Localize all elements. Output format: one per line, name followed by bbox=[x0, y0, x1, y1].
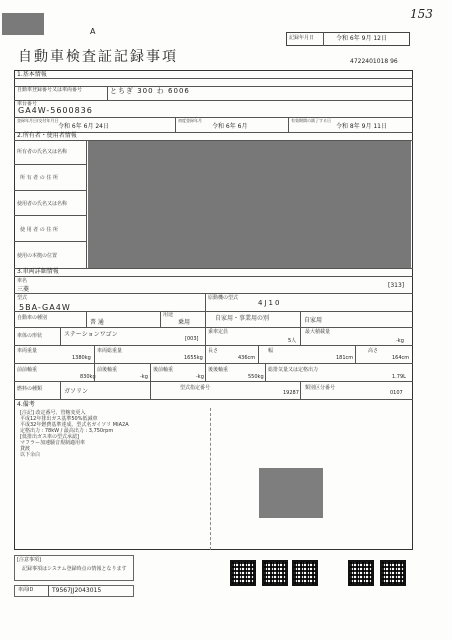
type-cert-value: 19287 bbox=[283, 390, 299, 396]
qr-code-1 bbox=[230, 560, 256, 586]
model-label: 型式 bbox=[17, 295, 28, 301]
kind-label: 自動車の種別 bbox=[17, 315, 48, 321]
remark-line: 貸渡 bbox=[20, 446, 31, 452]
notice-text: 記録事項はシステム登録時点の情報となります bbox=[22, 566, 127, 572]
engine-value: 4J10 bbox=[258, 299, 282, 307]
max-load-label: 最大積載量 bbox=[305, 329, 331, 335]
width-label: 幅 bbox=[268, 348, 274, 354]
rf-value: -kg bbox=[196, 374, 204, 380]
max-load-value: -kg bbox=[396, 338, 404, 344]
top-letter: A bbox=[90, 27, 96, 36]
type-cert-label: 型式指定番号 bbox=[180, 385, 211, 391]
length-value: 436cm bbox=[238, 355, 256, 361]
use-label: 用途 bbox=[163, 312, 174, 318]
remark-line: [低排出ガス車の型式承認] bbox=[20, 434, 79, 440]
reg-label: 自動車登録番号又は車両番号 bbox=[17, 87, 83, 93]
doc-number: 4722401018 96 bbox=[350, 58, 398, 65]
notice-label: [注意事項] bbox=[17, 557, 41, 563]
maker-code: [313] bbox=[388, 282, 405, 289]
gross-value: 1655kg bbox=[184, 355, 203, 361]
maker-value: 三菱 bbox=[17, 286, 30, 293]
remark-line: 平成12年排出ガス基準50%低減車 bbox=[20, 416, 98, 422]
disp-label: 総排気量又は定格出力 bbox=[268, 367, 319, 373]
kind-value: 普 通 bbox=[90, 319, 104, 326]
class-label: 類別区分番号 bbox=[305, 385, 336, 391]
business-label: 自家用・事業用の別 bbox=[215, 315, 270, 322]
ff-label: 前前軸重 bbox=[17, 367, 38, 373]
rr-label: 後後軸重 bbox=[208, 367, 229, 373]
height-label: 高さ bbox=[368, 348, 379, 354]
remark-line: [注記] 改定番号、管轄変更入 bbox=[20, 410, 86, 416]
length-label: 長さ bbox=[208, 348, 219, 354]
redacted-remark-block bbox=[259, 468, 323, 518]
qr-code-3 bbox=[292, 560, 318, 586]
reg-date-value: 令和 6年 6月 24日 bbox=[58, 123, 109, 130]
body-code: [003] bbox=[185, 336, 199, 342]
vin-value: GA4W-5600836 bbox=[18, 106, 93, 115]
remark-line: マフラー加速騒音規制適用車 bbox=[20, 440, 86, 446]
maker-label: 車名 bbox=[17, 278, 28, 284]
owner-name-label: 所有者の氏名又は名称 bbox=[17, 149, 68, 155]
car-id-label: 車両ID bbox=[18, 587, 34, 593]
page-title: 自動車検査証記録事項 bbox=[18, 49, 178, 65]
fr-label: 前後軸重 bbox=[97, 367, 118, 373]
section2-heading: 2.所有者・使用者情報 bbox=[17, 132, 77, 139]
user-address-label: 使 用 者 の 住 所 bbox=[20, 227, 58, 233]
business-value: 自家用 bbox=[304, 317, 323, 324]
section1-heading: 1.基本情報 bbox=[17, 71, 47, 78]
disp-value: 1.79L bbox=[392, 374, 406, 380]
base-location-label: 使用の本拠の位置 bbox=[17, 253, 58, 259]
redacted-owner-info bbox=[88, 141, 411, 268]
expiry-value: 令和 8年 9月 11日 bbox=[336, 123, 387, 130]
model-value: 5BA-GA4W bbox=[19, 303, 71, 312]
fuel-label: 燃料の種類 bbox=[17, 386, 43, 392]
body-label: 車体の形状 bbox=[17, 333, 43, 339]
first-reg-value: 令和 6年 6月 bbox=[212, 123, 248, 130]
fuel-value: ガソリン bbox=[64, 388, 89, 395]
height-value: 164cm bbox=[392, 355, 410, 361]
first-reg-label: 初度登録年月 bbox=[178, 118, 202, 123]
rf-label: 後前軸重 bbox=[153, 367, 174, 373]
qr-code-5 bbox=[380, 560, 406, 586]
section3-heading: 3.車両詳細情報 bbox=[17, 268, 59, 275]
engine-label: 原動機の型式 bbox=[208, 295, 239, 301]
remark-line: 平成32年燃費基準達成、型式名ガイソリ MIA2A bbox=[20, 422, 129, 428]
redacted-block-top bbox=[2, 13, 44, 35]
record-date-label: 記録年月日 bbox=[289, 35, 315, 41]
expiry-label: 有効期間の満了する日 bbox=[291, 118, 331, 123]
section4-heading: 4.備考 bbox=[17, 401, 35, 408]
body-value: ステーションワゴン bbox=[64, 331, 118, 338]
remark-line: 定格出力 : 78kW / 最高出力 : 3,750rpm bbox=[20, 428, 114, 434]
reg-date-label: 登録年月日/交付年月日 bbox=[17, 118, 59, 123]
capacity-label: 乗車定員 bbox=[208, 329, 229, 335]
use-value: 乗用 bbox=[178, 319, 191, 326]
owner-address-label: 所 有 者 の 住 所 bbox=[20, 175, 58, 181]
remarks-block bbox=[20, 410, 200, 458]
vin-label: 車台番号 bbox=[17, 101, 38, 107]
weight-value: 1380kg bbox=[72, 355, 91, 361]
capacity-value: 5人 bbox=[288, 338, 297, 344]
class-value: 0107 bbox=[390, 390, 403, 396]
gross-label: 車両総重量 bbox=[97, 348, 123, 354]
weight-label: 車両重量 bbox=[17, 348, 38, 354]
fr-value: -kg bbox=[140, 374, 148, 380]
car-id-value: T9567JJ2043015 bbox=[52, 587, 102, 594]
user-name-label: 使用者の氏名又は名称 bbox=[17, 201, 68, 207]
rr-value: 550kg bbox=[248, 374, 264, 380]
ff-value: 830kg bbox=[80, 374, 96, 380]
qr-code-2 bbox=[262, 560, 288, 586]
record-date-value: 令和 6年 9月 12日 bbox=[336, 35, 387, 42]
reg-value: とちぎ 300 わ 6006 bbox=[110, 87, 190, 95]
handwritten-number: 153 bbox=[410, 7, 433, 21]
qr-code-4 bbox=[348, 560, 374, 586]
width-value: 181cm bbox=[336, 355, 354, 361]
remark-line: 以下余白 bbox=[20, 452, 41, 458]
